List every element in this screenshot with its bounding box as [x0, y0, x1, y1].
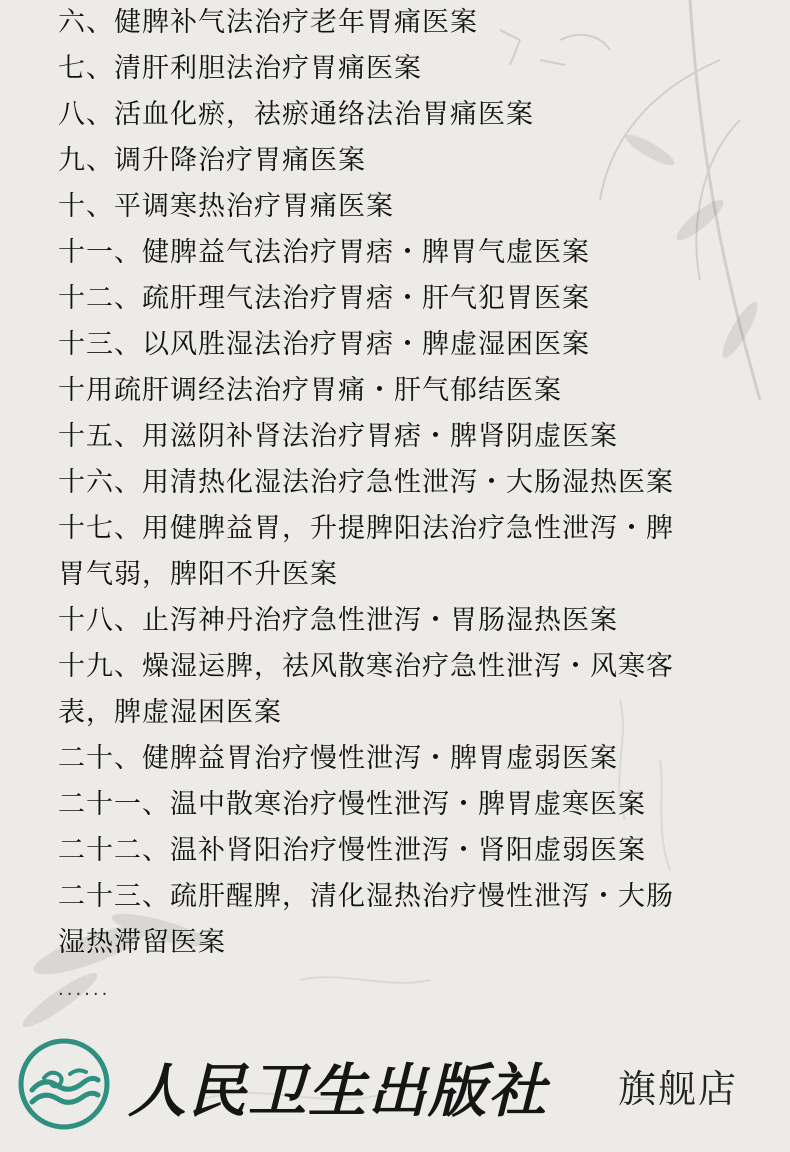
toc-line: 二十三、疏肝醒脾，清化湿热治疗慢性泄泻・大肠 — [58, 881, 674, 912]
toc-line: 十用疏肝调经法治疗胃痛・肝气郁结医案 — [58, 375, 562, 406]
toc-line: 二十二、温补肾阳治疗慢性泄泻・肾阳虚弱医案 — [58, 835, 646, 866]
toc-line: 十七、用健脾益胃，升提脾阳法治疗急性泄泻・脾 — [58, 513, 674, 544]
toc-line: 表，脾虚湿困医案 — [58, 697, 282, 728]
toc-line: 十三、以风胜湿法治疗胃痞・脾虚湿困医案 — [58, 329, 590, 360]
toc-line: 二十、健脾益胃治疗慢性泄泻・脾胃虚弱医案 — [58, 743, 618, 774]
toc-line: 二十一、温中散寒治疗慢性泄泻・脾胃虚寒医案 — [58, 789, 646, 820]
publisher-footer — [0, 1030, 790, 1140]
toc-line: 十一、健脾益气法治疗胃痞・脾胃气虚医案 — [58, 237, 590, 268]
toc-line: 十五、用滋阴补肾法治疗胃痞・脾肾阴虚医案 — [58, 421, 618, 452]
toc-line: 十六、用清热化湿法治疗急性泄泻・大肠湿热医案 — [58, 467, 674, 498]
toc-line: 九、调升降治疗胃痛医案 — [58, 145, 366, 176]
toc-line: 十、平调寒热治疗胃痛医案 — [58, 191, 394, 222]
toc-line: 八、活血化瘀，祛瘀通络法治胃痛医案 — [58, 99, 534, 130]
toc-line: 十八、止泻神丹治疗急性泄泻・胃肠湿热医案 — [58, 605, 618, 636]
publisher-logo-icon — [18, 1038, 110, 1130]
toc-line: 六、健脾补气法治疗老年胃痛医案 — [58, 7, 478, 38]
toc-line: 七、清肝利胆法治疗胃痛医案 — [58, 53, 422, 84]
publisher-name: 人民卫生出版社 — [128, 1057, 549, 1125]
toc-line: 十九、燥湿运脾，祛风散寒治疗急性泄泻・风寒客 — [58, 651, 674, 682]
toc-line: 十二、疏肝理气法治疗胃痞・肝气犯胃医案 — [58, 283, 590, 314]
flagship-store-label: 旗舰店 — [618, 1067, 739, 1111]
toc-line: 湿热滞留医案 — [58, 927, 226, 958]
table-of-contents — [58, 0, 758, 966]
continuation-ellipsis: ······ — [58, 984, 111, 1005]
toc-line: 胃气弱，脾阳不升医案 — [58, 559, 338, 590]
